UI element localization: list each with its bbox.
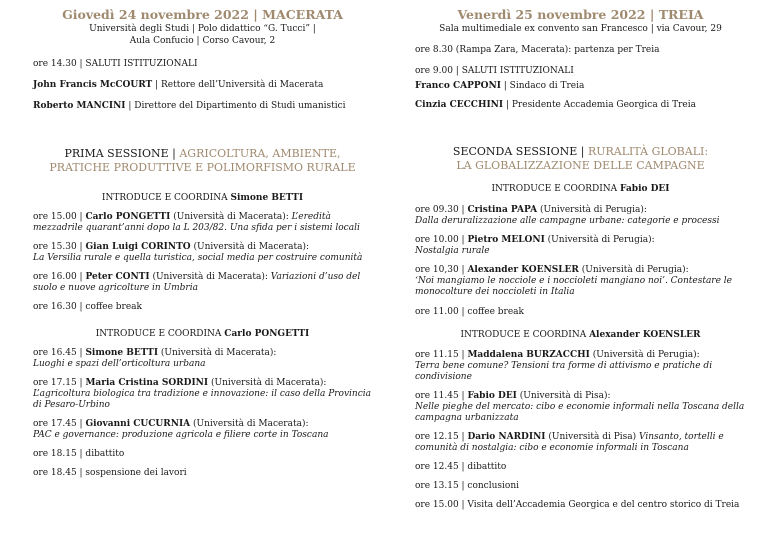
talk-title-cont: suolo e nuove agricolture in Umbria — [33, 283, 198, 293]
talk-affiliation: (Università di Perugia): — [537, 205, 647, 215]
talk — [415, 205, 750, 227]
session-title-line-1: AGRICOLTURA, AMBIENTE, — [179, 147, 341, 160]
talk-time: ore 15.00 | — [33, 212, 86, 222]
talk-affiliation: (Università di Macerata): — [190, 419, 309, 429]
talk-speaker: Maria Cristina SORDINI — [85, 378, 209, 388]
intro-2 — [413, 330, 748, 341]
talk-title: ‘Noi mangiamo le nocciole e i noccioleti mangiano noi’. Contestare le — [415, 276, 733, 286]
talk-speaker: Alexander KOENSLER — [467, 265, 579, 275]
talk-affiliation: (Università di Pisa) — [545, 432, 639, 442]
intro-label: INTRODUCE E COORDINA — [491, 184, 621, 194]
greeting-role: | Rettore dell’Università di Macerata — [152, 80, 324, 90]
talk-title-cont: mezzadrile quarant’anni dopo la L 203/82. Una sfida per i sistemi locali — [33, 223, 360, 233]
debate: ore 12.45 | dibattito — [415, 462, 507, 472]
talk-title-cont: monocolture dei noccioleti in Italia — [415, 287, 575, 297]
talk-time: ore 17.15 | — [33, 378, 86, 388]
talk-speaker: Simone BETTI — [85, 348, 159, 358]
talk-time: ore 11.15 | — [415, 350, 468, 360]
talk — [33, 212, 378, 234]
conclusions: ore 13.15 | conclusioni — [415, 481, 519, 491]
talk-title: L’agricoltura biologica tra tradizione e innovazione: il caso della Provincia — [33, 389, 372, 399]
intro-label: INTRODUCE E COORDINA — [460, 330, 590, 340]
talk-speaker: Peter CONTI — [85, 272, 150, 282]
intro-name: Fabio DEI — [620, 184, 670, 194]
left-venue-line-2: Aula Confucio | Corso Cavour, 2 — [129, 36, 276, 46]
session-2-heading — [413, 145, 748, 158]
greeting-role: | Sindaco di Treia — [500, 81, 585, 91]
left-greeting-1 — [33, 80, 323, 91]
intro-name: Carlo PONGETTI — [224, 329, 310, 339]
talk-affiliation: (Università di Macerata): — [208, 378, 327, 388]
talk-affiliation: (Università di Perugia): — [578, 265, 689, 275]
talk — [33, 419, 378, 441]
talk-affiliation: (Università di Pisa): — [516, 391, 611, 401]
session-prefix: SECONDA SESSIONE | — [452, 145, 588, 158]
talk-time: ore 17.45 | — [33, 419, 86, 429]
talk — [33, 348, 378, 370]
talk-title: Variazioni d’uso del — [270, 272, 361, 282]
session-1-heading — [30, 147, 375, 160]
talk-affiliation: (Università di Perugia): — [544, 235, 655, 245]
greeting-name: Franco CAPPONI — [415, 81, 501, 91]
talk — [415, 350, 750, 383]
talk-affiliation: (Università di Macerata): — [190, 242, 309, 252]
talk — [33, 242, 378, 264]
talk-title: Nostalgia rurale — [415, 246, 490, 256]
talk-speaker: Maddalena BURZACCHI — [467, 350, 590, 360]
talk-title-cont: di Pesaro-Urbino — [33, 400, 110, 410]
talk-speaker: Cristina PAPA — [467, 205, 538, 215]
intro-label: INTRODUCE E COORDINA — [101, 193, 231, 203]
intro-1 — [30, 193, 375, 204]
greeting-role: | Direttore del Dipartimento di Studi umanistici — [125, 101, 346, 111]
talk-title: Luoghi e spazi dell’orticoltura urbana — [33, 359, 206, 369]
talk — [415, 391, 750, 424]
right-greeting-1 — [415, 81, 584, 92]
left-greetings-time: ore 14.30 | SALUTI ISTITUZIONALI — [33, 59, 198, 69]
debate: ore 18.15 | dibattito — [33, 449, 125, 459]
talk-title: Dalla deruralizzazione alle campagne urbane: categorie e processi — [415, 216, 720, 226]
talk-affiliation: (Università di Perugia): — [589, 350, 700, 360]
talk-title: L’eredità — [291, 212, 331, 222]
talk-affiliation: (Università di Macerata): — [149, 272, 271, 282]
coffee-break: ore 11.00 | coffee break — [415, 307, 525, 317]
talk-title-cont: condivisione — [415, 372, 472, 382]
session-title-line-1: RURALITÀ GLOBALI: — [587, 145, 709, 158]
right-venue-line: Sala multimediale ex convento san Francesco | via Cavour, 29 — [439, 24, 722, 34]
session-1-heading-line-2 — [30, 161, 375, 174]
departure: ore 8.30 (Rampa Zara, Macerata): partenza per Treia — [415, 45, 660, 55]
talk-time: ore 09.30 | — [415, 205, 468, 215]
right-day-title: Venerdì 25 novembre 2022 | TREIA — [457, 7, 704, 22]
talk-time: ore 10.00 | — [415, 235, 468, 245]
visit: ore 15.00 | Visita dell’Accademia Georgica e del centro storico di Treia — [415, 500, 740, 510]
talk-affiliation: (Università di Macerata): — [170, 212, 292, 222]
talk-affiliation: (Università di Macerata): — [158, 348, 277, 358]
suspension: ore 18.45 | sospensione dei lavori — [33, 468, 187, 478]
talk-title-cont: comunità di nostalgia: cibo e economie informali in Toscana — [415, 443, 689, 453]
talk-title-cont: campagna urbanizzata — [415, 413, 519, 423]
session-2-heading-line-2 — [413, 159, 748, 172]
talk-title: PAC e governance: produzione agricola e filiere corte in Toscana — [33, 430, 329, 440]
talk-title: Vinsanto, tortelli e — [639, 432, 724, 442]
greeting-role: | Presidente Accademia Georgica di Treia — [503, 100, 696, 110]
talk-speaker: Pietro MELONI — [467, 235, 545, 245]
right-greeting-2 — [415, 100, 696, 111]
session-title-line-2: PRATICHE PRODUTTIVE E POLIMORFISMO RURALE — [49, 161, 356, 174]
talk-speaker: Carlo PONGETTI — [85, 212, 171, 222]
talk — [415, 235, 750, 257]
talk — [33, 272, 378, 294]
intro-2 — [30, 329, 375, 340]
talk — [415, 432, 750, 454]
talk-time: ore 16.00 | — [33, 272, 86, 282]
talk-speaker: Gian Luigi CORINTO — [85, 242, 191, 252]
left-venue-line-1: Università degli Studi | Polo didattico “G. Tucci” | — [89, 24, 316, 34]
session-prefix: PRIMA SESSIONE | — [64, 147, 180, 160]
coffee-break: ore 16.30 | coffee break — [33, 302, 143, 312]
intro-name: Alexander KOENSLER — [589, 330, 701, 340]
talk-speaker: Fabio DEI — [467, 391, 517, 401]
talk-title: Nelle pieghe del mercato: cibo e economie informali nella Toscana della — [415, 402, 745, 412]
left-greeting-2 — [33, 101, 346, 112]
talk-title: Terra bene comune? Tensioni tra forme di attivismo e pratiche di — [415, 361, 713, 371]
talk-time: ore 12.15 | — [415, 432, 468, 442]
talk-time: ore 16.45 | — [33, 348, 86, 358]
greeting-name: Roberto MANCINI — [33, 101, 126, 111]
talk-speaker: Dario NARDINI — [467, 432, 546, 442]
talk — [33, 378, 378, 411]
talk-time: ore 15.30 | — [33, 242, 86, 252]
greeting-name: John Francis McCOURT — [33, 80, 153, 90]
intro-1 — [413, 184, 748, 195]
intro-name: Simone BETTI — [230, 193, 304, 203]
talk-title: La Versilia rurale e quella turistica, social media per costruire comunità — [33, 253, 363, 263]
left-day-title: Giovedì 24 novembre 2022 | MACERATA — [62, 7, 343, 22]
talk-time: ore 11.45 | — [415, 391, 468, 401]
greeting-name: Cinzia CECCHINI — [415, 100, 504, 110]
right-greetings-time: ore 9.00 | SALUTI ISTITUZIONALI — [415, 66, 574, 76]
intro-label: INTRODUCE E COORDINA — [95, 329, 225, 339]
session-title-line-2: LA GLOBALIZZAZIONE DELLE CAMPAGNE — [456, 159, 705, 172]
talk-time: ore 10,30 | — [415, 265, 468, 275]
talk-speaker: Giovanni CUCURNIA — [85, 419, 191, 429]
talk — [415, 265, 750, 298]
